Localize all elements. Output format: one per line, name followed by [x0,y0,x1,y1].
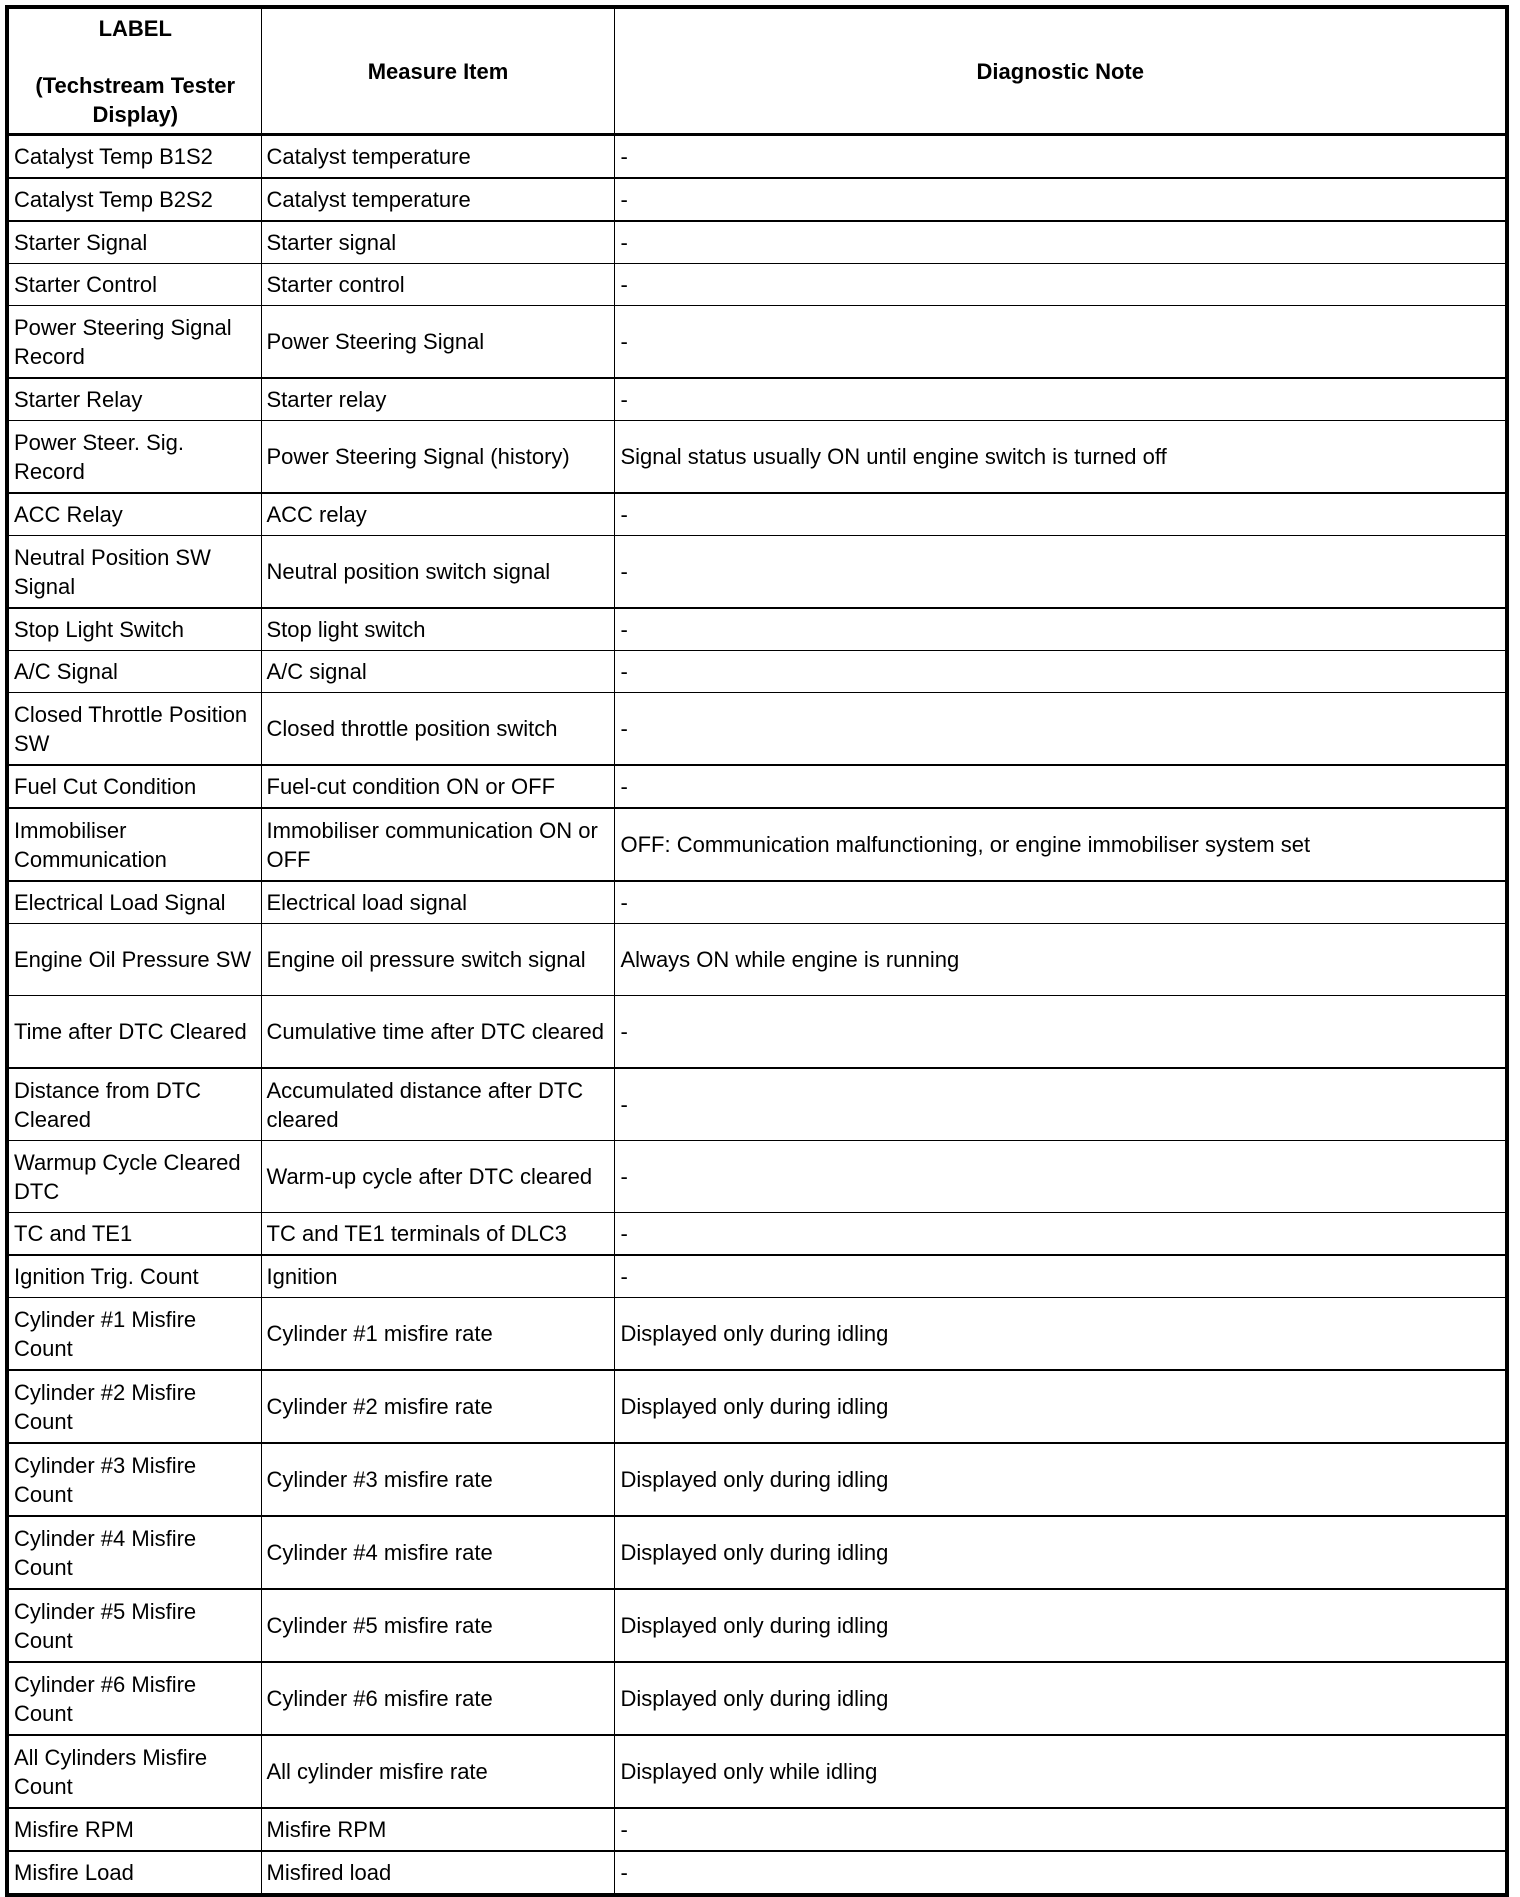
table-row [7,1662,1507,1735]
cell-label: Power Steer. Sig. Record [7,421,261,494]
cell-label: Immobiliser Communication [7,808,261,881]
cell-measure-item: Cylinder #3 misfire rate [261,1443,614,1516]
cell-label: Neutral Position SW Signal [7,536,261,609]
cell-diagnostic-note: - [614,178,1507,221]
table-row [7,306,1507,379]
cell-diagnostic-note: - [614,221,1507,264]
table-body [7,135,1507,1896]
table-row [7,1808,1507,1851]
cell-measure-item: Misfire RPM [261,1808,614,1851]
cell-measure-item: Accumulated distance after DTC cleared [261,1068,614,1141]
cell-diagnostic-note: Displayed only during idling [614,1516,1507,1589]
cell-diagnostic-note: Displayed only during idling [614,1589,1507,1662]
cell-diagnostic-note: - [614,536,1507,609]
cell-diagnostic-note: - [614,608,1507,651]
cell-diagnostic-note: - [614,1851,1507,1895]
cell-label: Catalyst Temp B1S2 [7,135,261,179]
cell-label: Cylinder #6 Misfire Count [7,1662,261,1735]
table-row [7,808,1507,881]
cell-diagnostic-note: - [614,378,1507,421]
cell-diagnostic-note: Displayed only during idling [614,1298,1507,1371]
cell-label: Starter Control [7,264,261,306]
cell-diagnostic-note: Displayed only during idling [614,1662,1507,1735]
cell-measure-item: Power Steering Signal [261,306,614,379]
cell-measure-item: Starter signal [261,221,614,264]
cell-measure-item: Cylinder #5 misfire rate [261,1589,614,1662]
cell-measure-item: Cumulative time after DTC cleared [261,996,614,1069]
cell-measure-item: Cylinder #6 misfire rate [261,1662,614,1735]
cell-diagnostic-note: Always ON while engine is running [614,924,1507,996]
table-row [7,221,1507,264]
table-row [7,608,1507,651]
cell-diagnostic-note: - [614,306,1507,379]
cell-label: Cylinder #5 Misfire Count [7,1589,261,1662]
cell-diagnostic-note: Displayed only during idling [614,1443,1507,1516]
cell-label: Closed Throttle Position SW [7,693,261,766]
cell-diagnostic-note: OFF: Communication malfunctioning, or engine immobiliser system set [614,808,1507,881]
cell-diagnostic-note: - [614,264,1507,306]
cell-label: Cylinder #1 Misfire Count [7,1298,261,1371]
cell-label: Distance from DTC Cleared [7,1068,261,1141]
table-row [7,693,1507,766]
column-header-diagnostic-note: Diagnostic Note [614,7,1507,135]
table-row [7,1589,1507,1662]
cell-diagnostic-note: - [614,1141,1507,1213]
cell-label: Cylinder #3 Misfire Count [7,1443,261,1516]
cell-measure-item: Warm-up cycle after DTC cleared [261,1141,614,1213]
column-header-measure-item: Measure Item [261,7,614,135]
table-row [7,924,1507,996]
cell-diagnostic-note: - [614,135,1507,179]
cell-measure-item: A/C signal [261,651,614,693]
cell-label: Cylinder #2 Misfire Count [7,1370,261,1443]
table-row [7,378,1507,421]
cell-diagnostic-note: - [614,1213,1507,1256]
cell-label: Misfire RPM [7,1808,261,1851]
table-row [7,765,1507,808]
cell-measure-item: TC and TE1 terminals of DLC3 [261,1213,614,1256]
cell-diagnostic-note: Signal status usually ON until engine switch is turned off [614,421,1507,494]
cell-diagnostic-note: - [614,651,1507,693]
label-header-title: LABEL [98,15,172,41]
cell-label: Warmup Cycle Cleared DTC [7,1141,261,1213]
cell-label: TC and TE1 [7,1213,261,1256]
cell-label: All Cylinders Misfire Count [7,1735,261,1808]
cell-label: Starter Signal [7,221,261,264]
cell-measure-item: Starter control [261,264,614,306]
column-header-label [7,7,261,135]
cell-label: ACC Relay [7,493,261,536]
cell-label: Stop Light Switch [7,608,261,651]
cell-diagnostic-note: - [614,1068,1507,1141]
table-row [7,651,1507,693]
table-row [7,1255,1507,1298]
table-row [7,1298,1507,1371]
cell-label: Electrical Load Signal [7,881,261,924]
table-row [7,264,1507,306]
cell-label: Power Steering Signal Record [7,306,261,379]
table-row [7,1516,1507,1589]
data-list-table [5,5,1509,1897]
cell-measure-item: Immobiliser communication ON or OFF [261,808,614,881]
cell-label: Engine Oil Pressure SW [7,924,261,996]
cell-diagnostic-note: - [614,881,1507,924]
cell-measure-item: Fuel-cut condition ON or OFF [261,765,614,808]
table-row [7,1370,1507,1443]
cell-label: Time after DTC Cleared [7,996,261,1069]
cell-measure-item: Stop light switch [261,608,614,651]
cell-measure-item: Catalyst temperature [261,135,614,179]
table-row [7,1213,1507,1256]
cell-diagnostic-note: Displayed only during idling [614,1370,1507,1443]
cell-diagnostic-note: - [614,1255,1507,1298]
table-row [7,135,1507,179]
cell-diagnostic-note: - [614,493,1507,536]
cell-label: Cylinder #4 Misfire Count [7,1516,261,1589]
cell-measure-item: All cylinder misfire rate [261,1735,614,1808]
cell-measure-item: Neutral position switch signal [261,536,614,609]
table-row [7,493,1507,536]
cell-measure-item: Ignition [261,1255,614,1298]
cell-measure-item: Electrical load signal [261,881,614,924]
cell-label: Misfire Load [7,1851,261,1895]
cell-diagnostic-note: Displayed only while idling [614,1735,1507,1808]
table-row [7,1735,1507,1808]
cell-measure-item: ACC relay [261,493,614,536]
cell-label: A/C Signal [7,651,261,693]
cell-measure-item: Catalyst temperature [261,178,614,221]
cell-diagnostic-note: - [614,1808,1507,1851]
cell-measure-item: Cylinder #1 misfire rate [261,1298,614,1371]
cell-measure-item: Closed throttle position switch [261,693,614,766]
cell-label: Catalyst Temp B2S2 [7,178,261,221]
cell-label: Starter Relay [7,378,261,421]
cell-diagnostic-note: - [614,765,1507,808]
table-row [7,421,1507,494]
cell-measure-item: Power Steering Signal (history) [261,421,614,494]
cell-diagnostic-note: - [614,996,1507,1069]
cell-label: Fuel Cut Condition [7,765,261,808]
table-row [7,1141,1507,1213]
cell-diagnostic-note: - [614,693,1507,766]
table-row [7,1851,1507,1895]
cell-measure-item: Engine oil pressure switch signal [261,924,614,996]
cell-measure-item: Cylinder #4 misfire rate [261,1516,614,1589]
table-row [7,996,1507,1069]
table-row [7,536,1507,609]
cell-measure-item: Misfired load [261,1851,614,1895]
cell-measure-item: Cylinder #2 misfire rate [261,1370,614,1443]
table-row [7,178,1507,221]
table-header-row [7,7,1507,135]
table-row [7,1443,1507,1516]
table-row [7,881,1507,924]
cell-label: Ignition Trig. Count [7,1255,261,1298]
label-header-subtitle: (Techstream Tester Display) [35,72,236,127]
table-row [7,1068,1507,1141]
cell-measure-item: Starter relay [261,378,614,421]
